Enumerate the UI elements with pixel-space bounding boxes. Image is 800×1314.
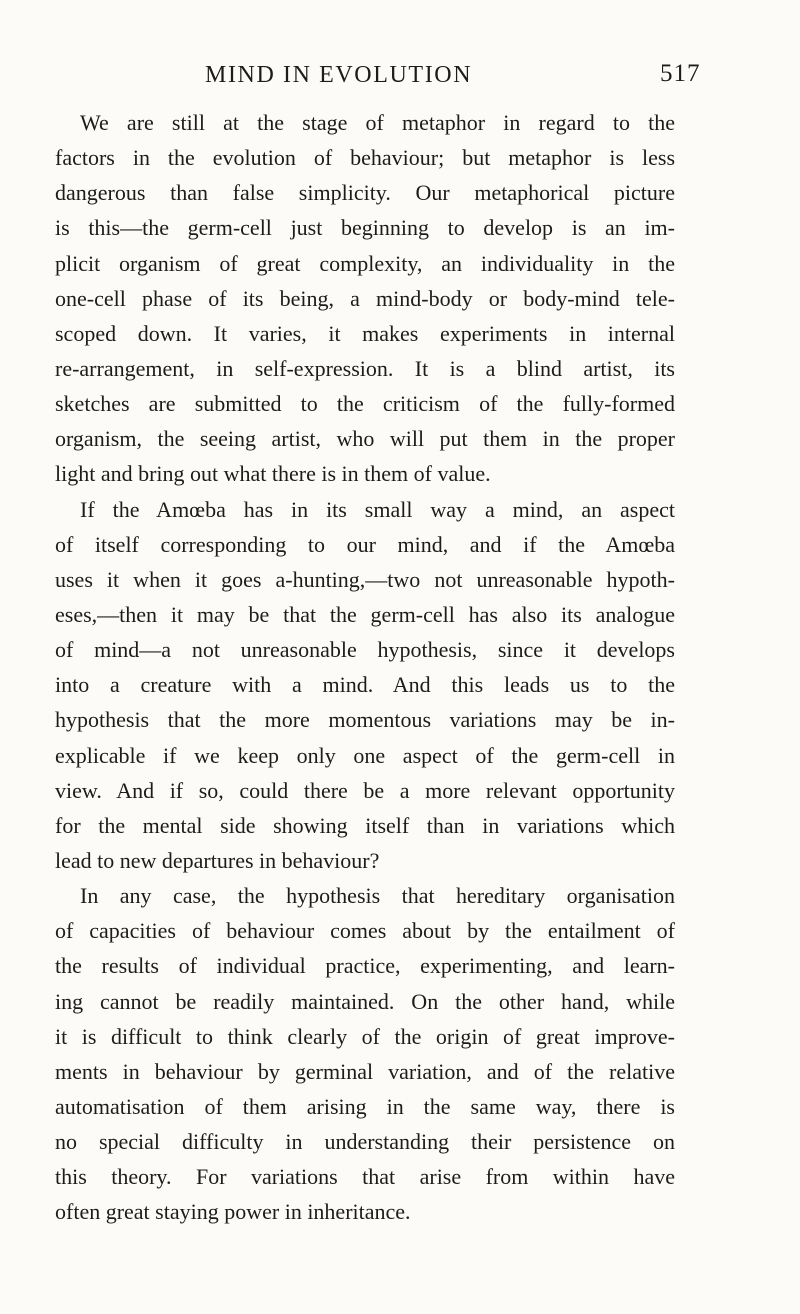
- paragraph: [55, 105, 675, 492]
- text-line: this theory. For variations that arise from within have: [55, 1164, 675, 1190]
- text-line: In any case, the hypothesis that hereditary organisation: [80, 883, 675, 909]
- paragraph: [55, 878, 675, 1229]
- text-line: plicit organism of great complexity, an individuality in the: [55, 250, 675, 276]
- text-line: We are still at the stage of metaphor in regard to the: [80, 110, 675, 135]
- text-line: If the Amœba has in its small way a mind, an aspect: [80, 496, 675, 522]
- text-line: organism, the seeing artist, who will put them in the proper: [55, 426, 675, 452]
- text-line: of mind—a not unreasonable hypothesis, since it develops: [55, 637, 675, 663]
- text-line: explicable if we keep only one aspect of the germ-cell in: [55, 742, 675, 768]
- text-line: ing cannot be readily maintained. On the other hand, while: [55, 988, 675, 1014]
- body-text: [55, 105, 675, 1230]
- running-head-title: MIND IN EVOLUTION: [205, 62, 473, 88]
- text-line: factors in the evolution of behaviour; but metaphor is less: [55, 145, 675, 171]
- text-line: is this—the germ-cell just beginning to develop is an im-: [55, 215, 675, 241]
- text-line: light and bring out what there is in them of value.: [55, 461, 491, 487]
- text-line: no special difficulty in understanding their persistence on: [55, 1129, 675, 1155]
- text-line: hypothesis that the more momentous variations may be in-: [55, 707, 675, 733]
- text-line: lead to new departures in behaviour?: [55, 847, 380, 873]
- text-line: sketches are submitted to the criticism of the fully-formed: [55, 391, 675, 417]
- text-line: re-arrangement, in self-expression. It is a blind artist, its: [55, 355, 675, 381]
- text-line: view. And if so, could there be a more relevant opportunity: [55, 777, 675, 803]
- text-line: scoped down. It varies, it makes experiments in internal: [55, 320, 675, 346]
- paragraph: [55, 492, 675, 879]
- text-line: the results of individual practice, experimenting, and learn-: [55, 953, 675, 979]
- text-line: eses,—then it may be that the germ-cell has also its analogue: [55, 601, 675, 627]
- text-line: uses it when it goes a-hunting,—two not unreasonable hypoth-: [55, 566, 675, 592]
- text-line: of itself corresponding to our mind, and if the Amœba: [55, 531, 675, 557]
- text-line: for the mental side showing itself than in variations which: [55, 812, 675, 838]
- text-line: into a creature with a mind. And this leads us to the: [55, 672, 675, 698]
- text-line: it is difficult to think clearly of the origin of great improve-: [55, 1023, 675, 1049]
- text-line: dangerous than false simplicity. Our metaphorical picture: [55, 180, 675, 206]
- text-line: often great staying power in inheritance.: [55, 1199, 411, 1225]
- page-number: 517: [660, 60, 701, 87]
- text-line: automatisation of them arising in the same way, there is: [55, 1093, 675, 1119]
- text-line: of capacities of behaviour comes about by the entailment of: [55, 918, 675, 944]
- text-line: ments in behaviour by germinal variation, and of the relative: [55, 1058, 675, 1084]
- text-line: one-cell phase of its being, a mind-body or body-mind tele-: [55, 285, 675, 311]
